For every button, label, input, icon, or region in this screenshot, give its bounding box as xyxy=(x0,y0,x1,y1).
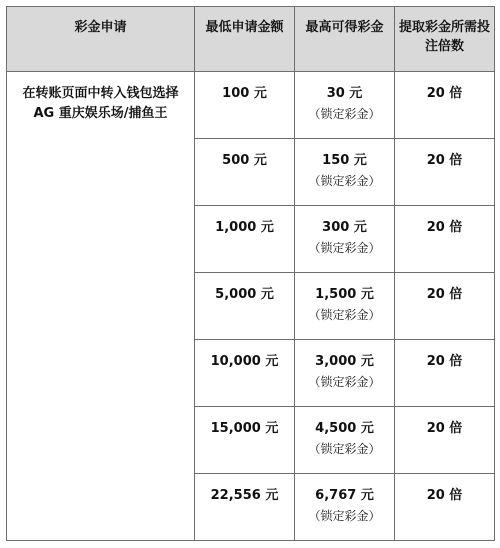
locked-bonus-note: （锁定彩金） xyxy=(308,442,381,456)
max-bonus-cell xyxy=(295,474,395,541)
max-bonus-value: 6,767 元 xyxy=(315,488,374,503)
max-bonus-value: 4,500 元 xyxy=(315,421,374,436)
header-apply: 彩金申请 xyxy=(7,7,195,72)
max-bonus-value: 150 元 xyxy=(322,153,367,168)
max-bonus-cell xyxy=(295,139,395,206)
max-bonus-cell xyxy=(295,273,395,340)
header-row xyxy=(7,7,495,72)
table-body xyxy=(7,72,495,541)
min-amount-cell: 10,000 元 xyxy=(195,340,295,407)
min-amount-cell: 100 元 xyxy=(195,72,295,139)
max-bonus-cell xyxy=(295,340,395,407)
min-amount-cell: 500 元 xyxy=(195,139,295,206)
header-multiplier: 提取彩金所需投注倍数 xyxy=(395,7,495,72)
max-bonus-cell xyxy=(295,206,395,273)
locked-bonus-note: （锁定彩金） xyxy=(308,241,381,255)
locked-bonus-note: （锁定彩金） xyxy=(308,509,381,523)
locked-bonus-note: （锁定彩金） xyxy=(308,375,381,389)
max-bonus-cell xyxy=(295,72,395,139)
min-amount-cell: 15,000 元 xyxy=(195,407,295,474)
bonus-table xyxy=(6,6,495,541)
locked-bonus-note: （锁定彩金） xyxy=(308,308,381,322)
multiplier-cell: 20 倍 xyxy=(395,139,495,206)
multiplier-cell: 20 倍 xyxy=(395,273,495,340)
min-amount-cell: 5,000 元 xyxy=(195,273,295,340)
apply-instructions-line1: 在转账页面中转入钱包选择 xyxy=(22,86,179,101)
locked-bonus-note: （锁定彩金） xyxy=(308,174,381,188)
multiplier-cell: 20 倍 xyxy=(395,206,495,273)
max-bonus-value: 3,000 元 xyxy=(315,354,374,369)
max-bonus-cell xyxy=(295,407,395,474)
min-amount-cell: 1,000 元 xyxy=(195,206,295,273)
max-bonus-value: 300 元 xyxy=(322,220,367,235)
apply-instructions-cell xyxy=(7,72,195,541)
header-max-bonus: 最高可得彩金 xyxy=(295,7,395,72)
multiplier-cell: 20 倍 xyxy=(395,72,495,139)
max-bonus-value: 1,500 元 xyxy=(315,287,374,302)
header-min-amount: 最低申请金额 xyxy=(195,7,295,72)
max-bonus-value: 30 元 xyxy=(326,86,363,101)
table-header xyxy=(7,7,495,72)
apply-instructions-line2: AG 重庆娱乐场/捕鱼王 xyxy=(33,106,168,121)
multiplier-cell: 20 倍 xyxy=(395,407,495,474)
table-row xyxy=(7,72,495,139)
multiplier-cell: 20 倍 xyxy=(395,474,495,541)
locked-bonus-note: （锁定彩金） xyxy=(308,107,381,121)
min-amount-cell: 22,556 元 xyxy=(195,474,295,541)
multiplier-cell: 20 倍 xyxy=(395,340,495,407)
